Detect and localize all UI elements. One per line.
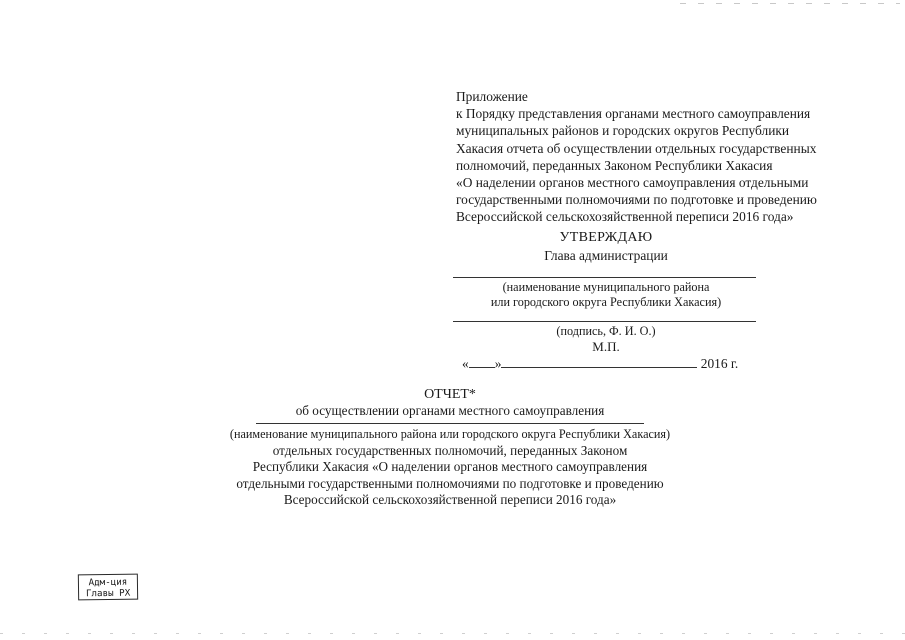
report-title: ОТЧЕТ* bbox=[424, 387, 476, 402]
appendix-line: Приложение bbox=[456, 89, 528, 104]
appendix-line: государственными полномочиями по подготовке и проведению bbox=[456, 192, 817, 208]
appendix-line: полномочий, переданных Законом Республики Хакасия bbox=[456, 157, 773, 173]
municipality-name-line bbox=[453, 277, 756, 278]
municipality-name-caption-1: (наименование муниципального района bbox=[502, 280, 710, 294]
report-body-line: отдельными государственными полномочиями по подготовке и проведению bbox=[236, 475, 664, 491]
report-body-line: Всероссийской сельскохозяйственной переписи 2016 года» bbox=[283, 492, 617, 508]
approval-title: УТВЕРЖДАЮ bbox=[559, 230, 653, 245]
scan-artifact-top bbox=[680, 3, 900, 4]
report-municipality-line bbox=[256, 423, 644, 424]
seal-place: М.П. bbox=[592, 339, 620, 354]
appendix-line: к Порядку представления органами местного самоуправления bbox=[456, 106, 811, 122]
appendix-line: Всероссийской сельскохозяйственной переписи 2016 года» bbox=[456, 209, 794, 225]
municipality-name-caption-2: или городского округа Республики Хакасия) bbox=[490, 295, 722, 309]
date-year: 2016 г. bbox=[700, 356, 739, 371]
appendix-line: «О наделении органов местного самоуправления отдельными bbox=[456, 175, 809, 191]
date-month-blank bbox=[501, 356, 697, 368]
report-subtitle: об осуществлении органами местного самоуправления bbox=[295, 403, 605, 418]
appendix-line: муниципальных районов и городских округов Республики bbox=[456, 123, 790, 139]
stamp-line-1: Адм-ция bbox=[88, 576, 128, 589]
report-body-line: отдельных государственных полномочий, переданных Законом bbox=[272, 442, 628, 458]
approval-date bbox=[462, 355, 762, 372]
date-open-quote: « bbox=[462, 356, 469, 371]
appendix-line: Хакасия отчета об осуществлении отдельных государственных bbox=[456, 140, 817, 156]
report-municipality-caption: (наименование муниципального района или городского округа Республики Хакасия) bbox=[229, 427, 671, 442]
report-body-line: Республики Хакасия «О наделении органов местного самоуправления bbox=[252, 459, 648, 475]
date-close-quote: » bbox=[494, 356, 502, 371]
signature-line bbox=[453, 321, 756, 322]
report-block bbox=[200, 386, 700, 509]
scan-artifact-bottom bbox=[0, 633, 905, 634]
date-day-blank bbox=[469, 356, 495, 368]
registration-stamp bbox=[78, 574, 138, 601]
signature-caption: (подпись, Ф. И. О.) bbox=[556, 324, 656, 338]
approval-role: Глава администрации bbox=[544, 248, 668, 263]
appendix-header bbox=[456, 88, 876, 226]
approval-block bbox=[448, 229, 764, 264]
stamp-line-2: Главы РХ bbox=[85, 587, 131, 600]
